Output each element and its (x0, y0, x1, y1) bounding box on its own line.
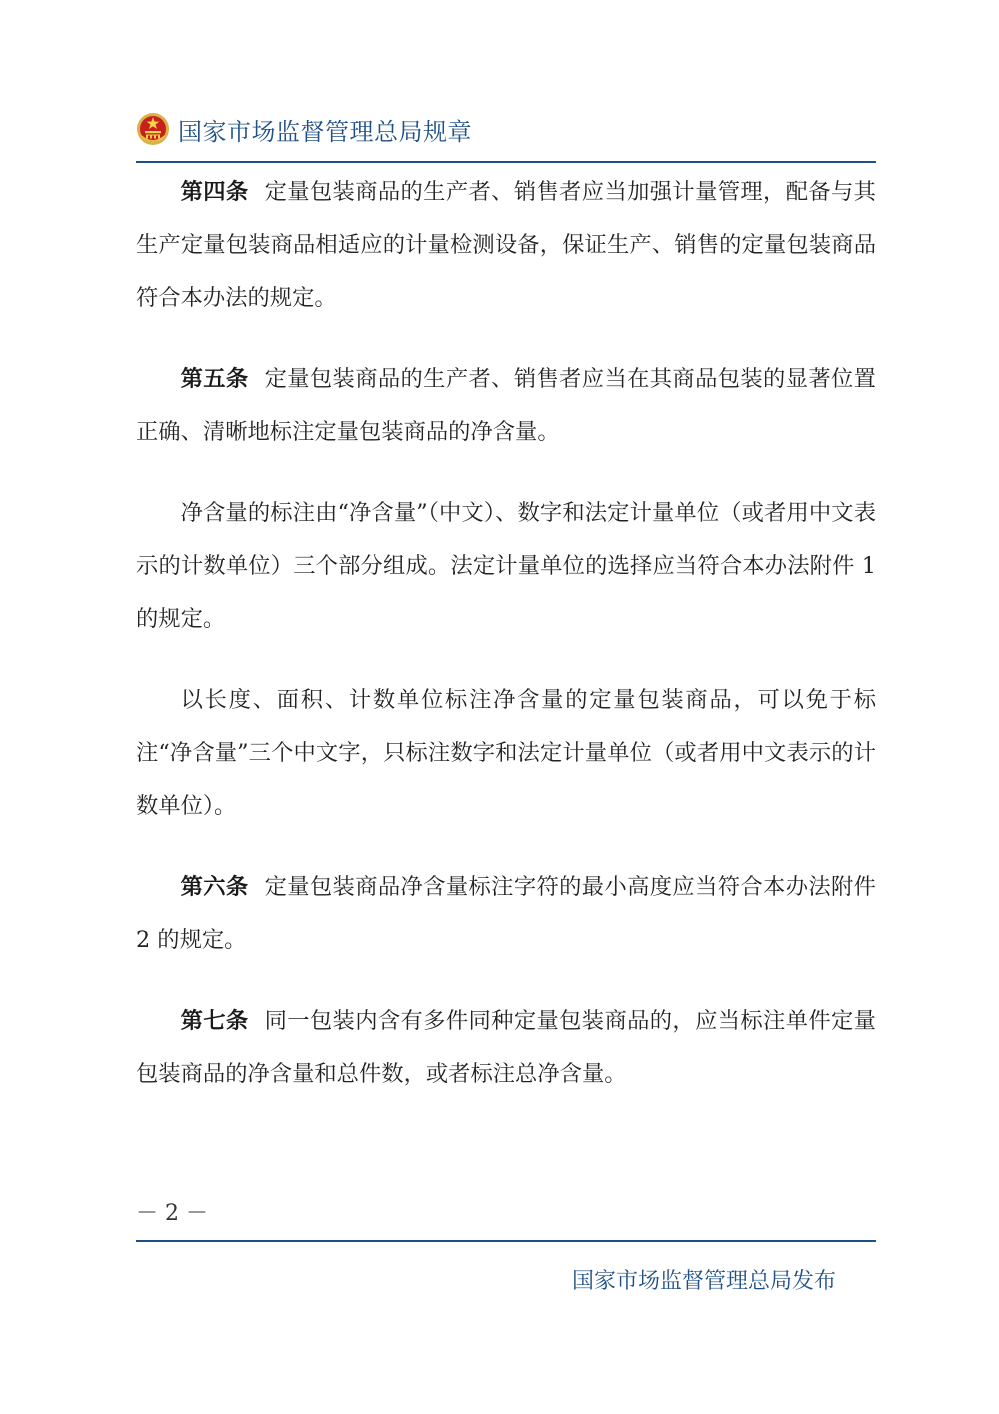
article-text: 同一包装内含有多件同种定量包装商品的，应当标注单件定量包装商品的净含量和总件数，或者标注总净含量。 (136, 1008, 876, 1087)
page-header (136, 104, 472, 154)
page-number: － 2 － (136, 1201, 208, 1226)
article-number: 第四条 (180, 179, 249, 205)
article-text: 定量包装商品的生产者、销售者应当在其商品包装的显著位置正确、清晰地标注定量包装商品的净含量。 (136, 366, 876, 445)
article-number: 第六条 (180, 874, 249, 900)
footer-divider (136, 1240, 876, 1242)
article-number: 第七条 (180, 1008, 249, 1034)
article-paragraph (136, 353, 876, 459)
document-body (136, 166, 876, 1129)
article-text: 定量包装商品净含量标注字符的最小高度应当符合本办法附件 2 的规定。 (136, 874, 876, 953)
article-paragraph (136, 995, 876, 1101)
article-paragraph (136, 166, 876, 325)
article-text: 净含量的标注由“净含量”（中文）、数字和法定计量单位（或者用中文表示的计数单位）三个部分组成。法定计量单位的选择应当符合本办法附件 1 的规定。 (136, 500, 876, 632)
footer-publisher: 国家市场监督管理总局发布 (571, 1269, 836, 1294)
article-paragraph (136, 674, 876, 833)
header-divider (136, 161, 876, 163)
article-paragraph (136, 487, 876, 646)
article-paragraph (136, 861, 876, 967)
article-number: 第五条 (180, 366, 249, 392)
article-text: 定量包装商品的生产者、销售者应当加强计量管理，配备与其生产定量包装商品相适应的计量检测设备，保证生产、销售的定量包装商品符合本办法的规定。 (136, 179, 876, 311)
national-emblem-icon (136, 112, 170, 146)
header-title: 国家市场监督管理总局规章 (178, 117, 472, 146)
article-text: 以长度、面积、计数单位标注净含量的定量包装商品，可以免于标注“净含量”三个中文字，只标注数字和法定计量单位（或者用中文表示的计数单位）。 (136, 687, 876, 819)
